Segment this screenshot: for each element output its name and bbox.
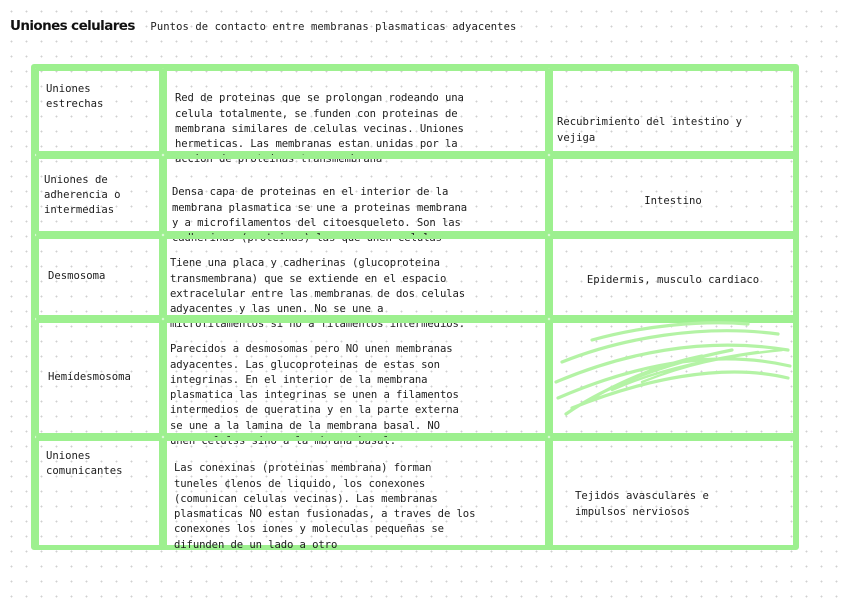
table-row-2-location [549,155,797,235]
row-description: Las conexinas (proteinas membrana) forman tuneles ¢lenos de liquido, los conexones (comunican celulas vecinas). Las membranas plasmaticas NO estan fusionadas, a traves de los conexones los iones y moleculas pequeñas se difunden de un lado a otro [174,462,476,551]
page-subtitle: Puntos de contacto entre membranas plasmaticas adyacentes [150,21,517,33]
table-row-3-name [35,235,163,319]
row-name: Uniones comunicantes [46,450,123,478]
row-location: Intestino [644,195,702,208]
green-scribble-icon [552,320,792,432]
table-row-5-name [35,437,163,549]
row-name: Hemidesmosoma [48,371,131,384]
row-description: Parecidos a desmosomas pero NO unen membranas adyacentes. Las glucoproteinas de estas son integrinas. En el interior de la membrana plasmatica las integrinas se unen a filamentos intermedios de queratina y en la parte externa se une a la lamina de la membrana basal. NO unen celulss sino a la mbrana basal. [170,343,459,448]
table-row-5-location [549,437,797,549]
table-row-1-name [35,67,163,155]
table-row-5-description [163,437,549,549]
row-location: Recubrimiento del intestino y vejiga [557,116,742,144]
table-row-4-description [163,319,549,448]
table-row-1-location [549,67,797,155]
row-description: Tiene una placa y cadherinas (glucoproteina transmembrana) que se extiende en el espacio extracelular entre las membranas de dos celulas adyacentes y las unen. No se une a microfilamentos si no a filamentos intermedios. [170,257,466,331]
table-row-3-description [163,235,549,331]
page-header [10,15,516,34]
page-title: Uniones celulares [10,18,135,34]
row-description: Densa capa de proteinas en el interior de la membrana plasmatica se une a proteinas membrana y a microfilamentos del citoesqueleto. Son las cadherinas (proteinas) las que unen celulas [172,186,468,245]
table-row-4-name [35,319,163,437]
table-row-1-description [163,67,549,166]
table-row-2-name [35,155,163,235]
row-location: Epidermis, musculo cardiaco [586,274,760,287]
row-location: Tejidos avasculares e impulsos nerviosos [575,490,709,518]
table-row-2-description [163,155,549,245]
row-name: Uniones estrechas [46,83,104,111]
row-description: Red de proteinas que se prolongan rodeando una celula totalmente, se funden con proteinas de membrana similares de celulas vecinas. Uniones hermeticas. Las membranas estan unidas por la accion de proteinas transmembrana [175,92,464,166]
row-name: Uniones de adherencia o intermedias [44,173,121,217]
row-name: Desmosoma [48,270,106,283]
table-row-3-location [549,235,797,319]
